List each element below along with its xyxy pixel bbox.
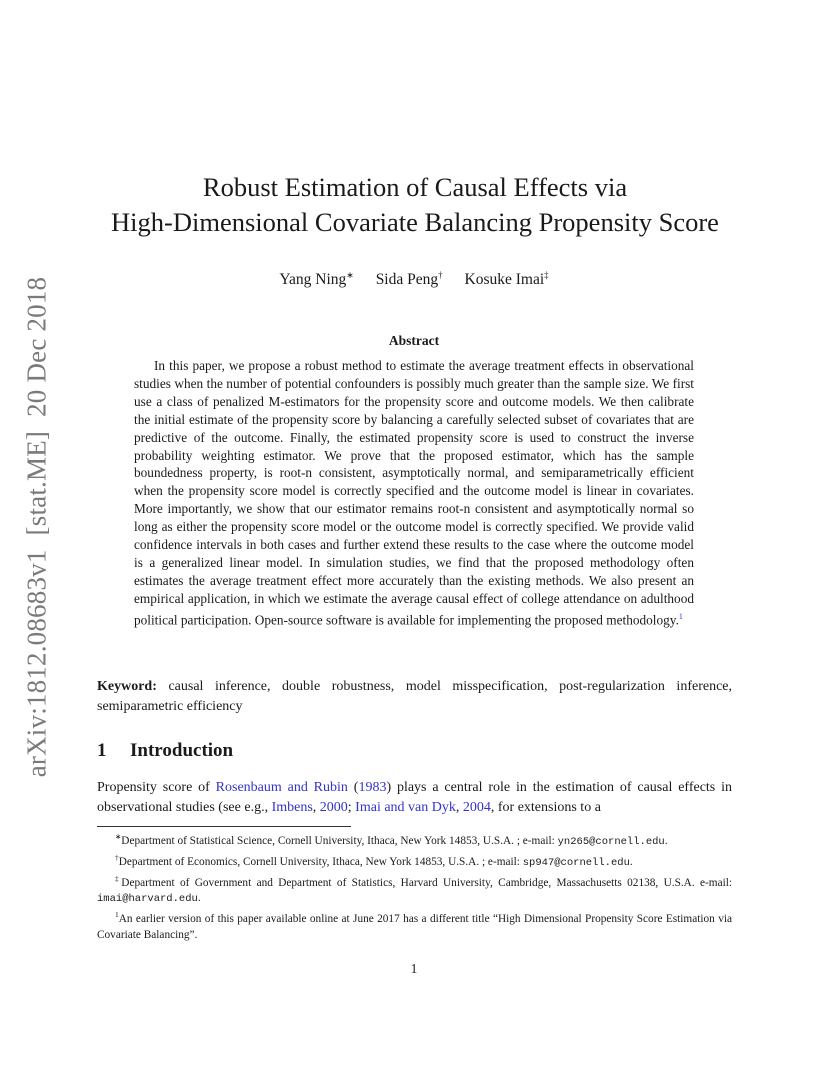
abstract-body xyxy=(134,357,694,629)
keywords-label: Keyword: xyxy=(97,679,157,694)
title-line-1: Robust Estimation of Causal Effects via xyxy=(202,172,628,202)
abstract-text: In this paper, we propose a robust method to estimate the average treatment effects in observational studies when the number of potential confounders is possibly much greater than the sample size. We first use a class of penalized M-estimators for the propensity score and outcome models. We then calibrate the initial estimate of the propensity score by balancing a carefully selected subset of covariates that are predictive of the outcome. Finally, the estimated propensity score is used to construct the inverse probability weighting estimator. We prove that the proposed estimator, which has the sample boundedness property, is root-n consistent, asymptotically normal, and semiparametrically efficient when the propensity score model is correctly specified and the outcome model is linear in covariates. More importantly, we show that our estimator remains root-n consistent and asymptotically normal so long as either the propensity score model or the outcome model is correctly specified. We provide valid confidence intervals in both cases and further extend these results to the case where the outcome model is a generalized linear model. In simulation studies, we find that the proposed methodology often estimates the average treatment effect more accurately than the existing methods. We also present an empirical application, in which we estimate the average causal effect of college attendance on adulthood political participation. Open-source software is available for implementing the proposed methodology. xyxy=(134,358,694,628)
footnote-divider xyxy=(97,826,351,827)
section-title: Introduction xyxy=(130,740,234,761)
footnote: ‡Department of Government and Department of Statistics, Harvard University, Cambridge, Massachusetts 02138, U.S.A. e-mail: imai@harvard.edu. xyxy=(97,874,733,906)
email: imai@harvard.edu xyxy=(97,893,198,906)
citation-year-link[interactable]: 2004 xyxy=(462,800,491,815)
citation-link[interactable]: Rosenbaum and Rubin xyxy=(215,780,348,795)
author-footnote-mark[interactable]: ‡ xyxy=(544,270,549,280)
section-number: 1 xyxy=(97,740,107,761)
keywords xyxy=(97,677,732,716)
author-footnote-mark[interactable]: ∗ xyxy=(346,270,354,280)
footnote: ∗Department of Statistical Science, Cornell University, Ithaca, New York 14853, U.S.A. ; e-mail: yn265@cornell.edu. xyxy=(115,832,668,848)
author-footnote-mark[interactable]: † xyxy=(438,270,443,280)
intro-paragraph: Propensity score of Rosenbaum and Rubin (1983) plays a central role in the estimation of causal effects in observational studies (see e.g., Imbens, 2000; Imai and van Dyk, 2004, for extensions to a xyxy=(97,780,732,815)
footnotes xyxy=(97,829,732,943)
author: Kosuke Imai‡ xyxy=(464,270,549,289)
author: Sida Peng† xyxy=(375,270,443,289)
citation-link[interactable]: Imai and van Dyk xyxy=(355,800,456,815)
arxiv-stamp xyxy=(22,277,53,778)
email: sp947@cornell.edu xyxy=(522,856,630,869)
arxiv-date: 20 Dec 2018 xyxy=(21,276,52,417)
email: yn265@cornell.edu xyxy=(557,835,665,848)
author-list xyxy=(0,270,828,289)
citation-year-link[interactable]: 1983 xyxy=(358,780,387,795)
footnote: $^1$An earlier version of this paper available online at June 2017 has a different title “High Dimensional Propensity Score Estimation via Covariate Balancing”. xyxy=(97,910,732,941)
keywords-text: causal inference, double robustness, model misspecification, post-regularization inference, semiparametric efficiency xyxy=(97,679,732,714)
abstract-footnote-link[interactable]: 1 xyxy=(678,611,683,621)
page-number: 1 xyxy=(410,961,418,976)
arxiv-id[interactable]: arXiv:1812.08683v1 xyxy=(21,549,52,778)
citation-year-link[interactable]: 2000 xyxy=(319,800,348,815)
citation-link[interactable]: Imbens xyxy=(271,800,313,815)
abstract-heading: Abstract xyxy=(388,333,440,348)
section-heading xyxy=(97,740,233,762)
title-line-2: High-Dimensional Covariate Balancing Propensity Score xyxy=(111,207,719,237)
author: Yang Ning∗ xyxy=(279,270,354,289)
footnote: †Department of Economics, Cornell University, Ithaca, New York 14853, U.S.A. ; e-mail: sp947@cornell.edu. xyxy=(115,853,633,869)
arxiv-category: [stat.ME] xyxy=(21,430,52,536)
paper-title xyxy=(60,170,770,240)
